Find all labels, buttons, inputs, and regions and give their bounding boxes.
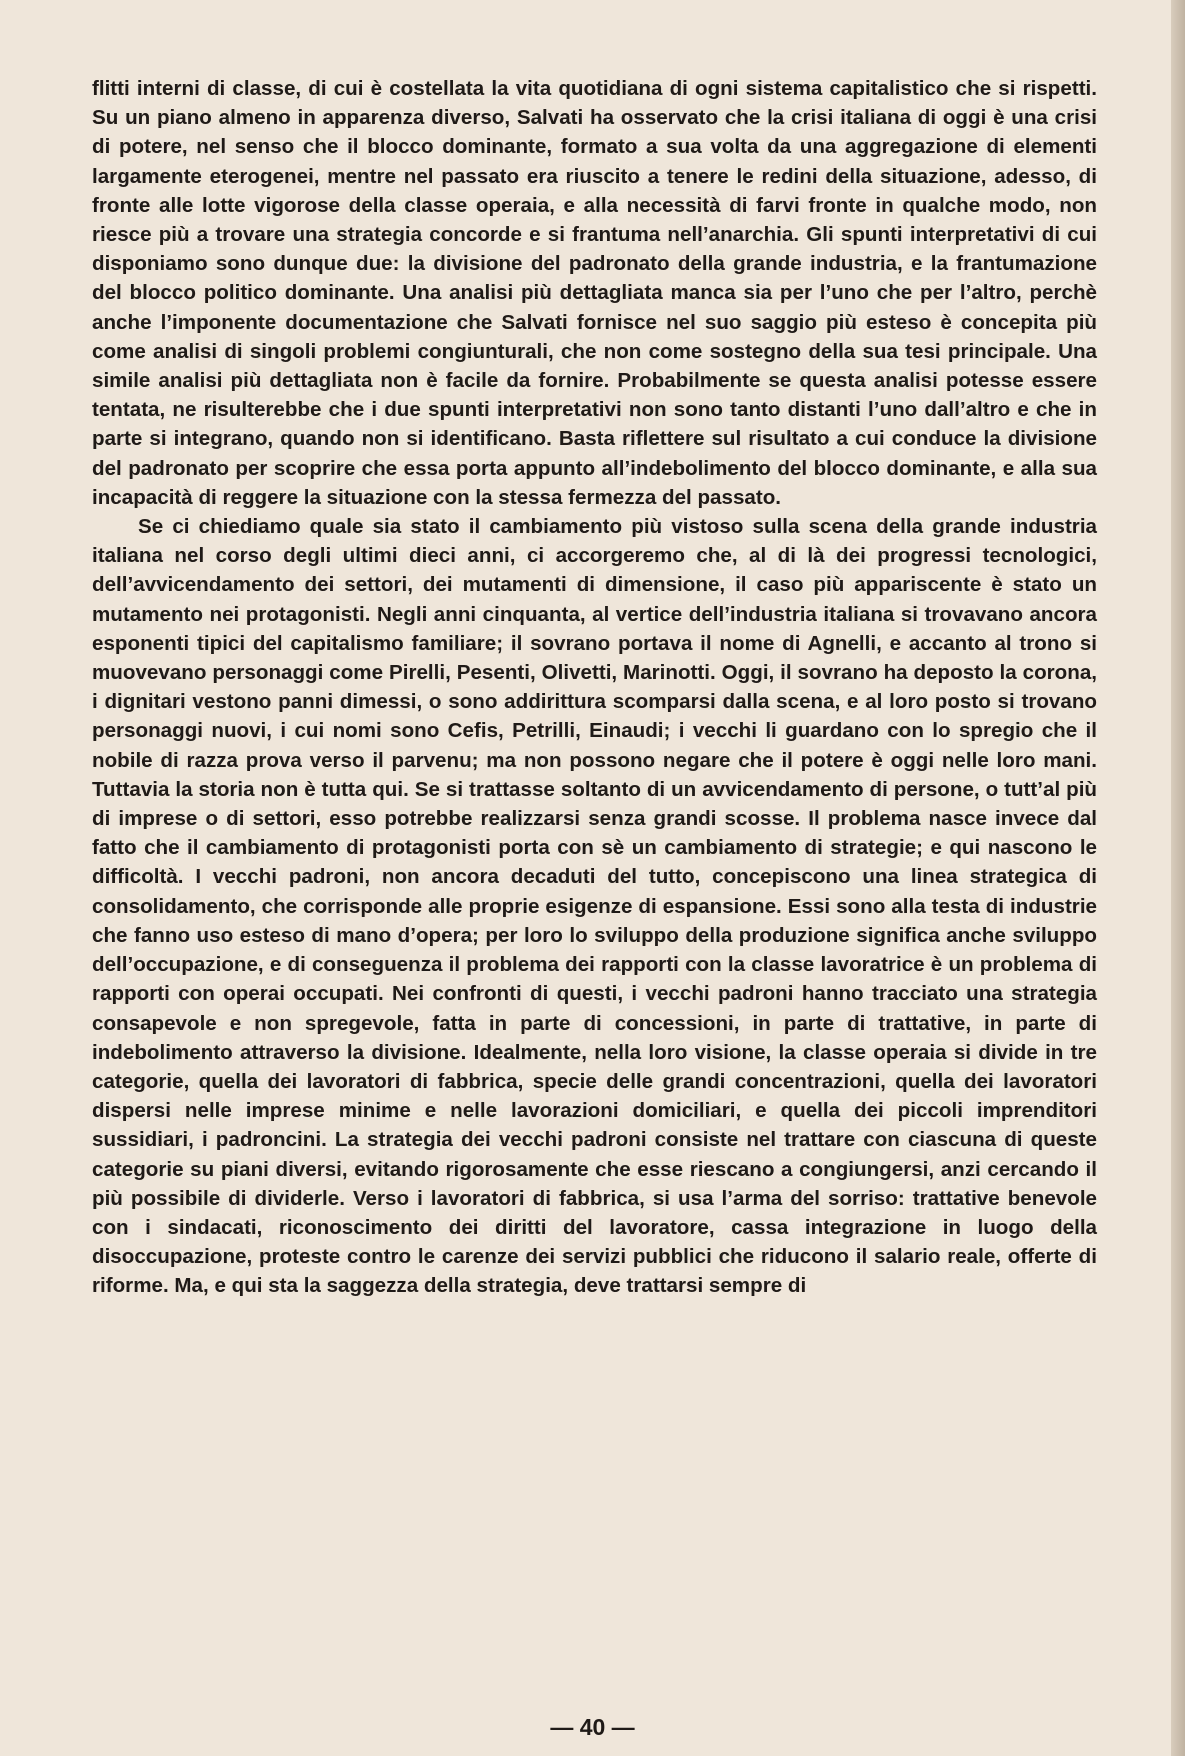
paragraph-2: Se ci chiediamo quale sia stato il cambiamento più vistoso sulla scena della grande industria italiana nel corso degli ultimi dieci anni, ci accorgeremo che, al di là dei progressi tecnologici, dell’avvicendamento dei settori, dei mutamenti di dimensione, il caso più appariscente è stato un mutamento nei protagonisti. Negli anni cinquanta, al vertice dell’industria italiana si trovavano ancora esponenti tipici del capitalismo familiare; il sovrano portava il nome di Agnelli, e accanto al trono si muovevano personaggi come Pirelli, Pesenti, Olivetti, Marinotti. Oggi, il sovrano ha deposto la corona, i dignitari vestono panni dimessi, o sono addirittura scomparsi dalla scena, e al loro posto si trovano personaggi nuovi, i cui nomi sono Cefis, Petrilli, Einaudi; i vecchi li guardano con lo spregio che il nobile di razza prova verso il parvenu; ma non possono negare che il potere è oggi nelle loro mani. Tuttavia la storia non è tutta qui. Se si trattasse soltanto di un avvicendamento di persone, o tutt’al più di imprese o di settori, esso potrebbe realizzarsi senza grandi scosse. Il problema nasce invece dal fatto che il cambiamento di protagonisti porta con sè un cambiamento di strategie; e qui nascono le difficoltà. I vecchi padroni, non ancora decaduti del tutto, concepiscono una linea strategica di consolidamento, che corrisponde alle proprie esigenze di espansione. Essi sono alla testa di industrie che fanno uso esteso di mano d’opera; per loro lo sviluppo della produzione significa anche sviluppo dell’occupazione, e di conseguenza il problema dei rapporti con la classe lavoratrice è un problema di rapporti con operai occupati. Nei confronti di questi, i vecchi padroni hanno tracciato una strategia consapevole e non spregevole, fatta in parte di concessioni, in parte di trattative, in parte di indebolimento attraverso la divisione. Idealmente, nella loro visione, la classe operaia si divide in tre categorie, quella dei lavoratori di fabbrica, specie delle grandi concentrazioni, quella dei lavoratori dispersi nelle imprese minime e nelle lavorazioni domiciliari, e quella dei piccoli imprenditori sussidiari, i padroncini. La strategia dei vecchi padroni consiste nel trattare con ciascuna di queste categorie su piani diversi, evitando rigorosamente che esse riescano a congiungersi, anzi cercando il più possibile di dividerle. Verso i lavoratori di fabbrica, si usa l’arma del sorriso: trattative benevole con i sindacati, riconoscimento dei diritti del lavoratore, cassa integrazione in luogo della disoccupazione, proteste contro le carenze dei servizi pubblici che riducono il salario reale, offerte di riforme. Ma, e qui sta la saggezza della strategia, deve trattarsi sempre di <box>92 515 1097 1298</box>
paragraph-1: flitti interni di classe, di cui è costellata la vita quotidiana di ogni sistema capitalistico che si rispetti. Su un piano almeno in apparenza diverso, Salvati ha osservato che la crisi italiana di oggi è una crisi di potere, nel senso che il blocco dominante, formato a sua volta da una aggregazione di elementi largamente eterogenei, mentre nel passato era riuscito a tenere le redini della situazione, adesso, di fronte alle lotte vigorose della classe operaia, e alla necessità di farvi fronte in qualche modo, non riesce più a trovare una strategia concorde e si frantuma nell’anarchia. Gli spunti interpretativi di cui disponiamo sono dunque due: la divisione del padronato della grande industria, e la frantumazione del blocco politico dominante. Una analisi più dettagliata manca sia per l’uno che per l’altro, perchè anche l’imponente documentazione che Salvati fornisce nel suo saggio più esteso è concepita più come analisi di singoli problemi congiunturali, che non come sostegno della sua tesi principale. Una simile analisi più dettagliata non è facile da fornire. Probabilmente se questa analisi potesse essere tentata, ne risulterebbe che i due spunti interpretativi non sono tanto distanti l’uno dall’altro e che in parte si integrano, quando non si identificano. Basta riflettere sul risultato a cui conduce la divisione del padronato per scoprire che essa porta appunto all’indebolimento del blocco dominante, e alla sua incapacità di reggere la situazione con la stessa fermezza del passato. <box>92 77 1097 509</box>
body-text <box>92 74 1097 1301</box>
page-number: — 40 — <box>550 1714 635 1740</box>
page-edge-shadow <box>1171 0 1185 1756</box>
